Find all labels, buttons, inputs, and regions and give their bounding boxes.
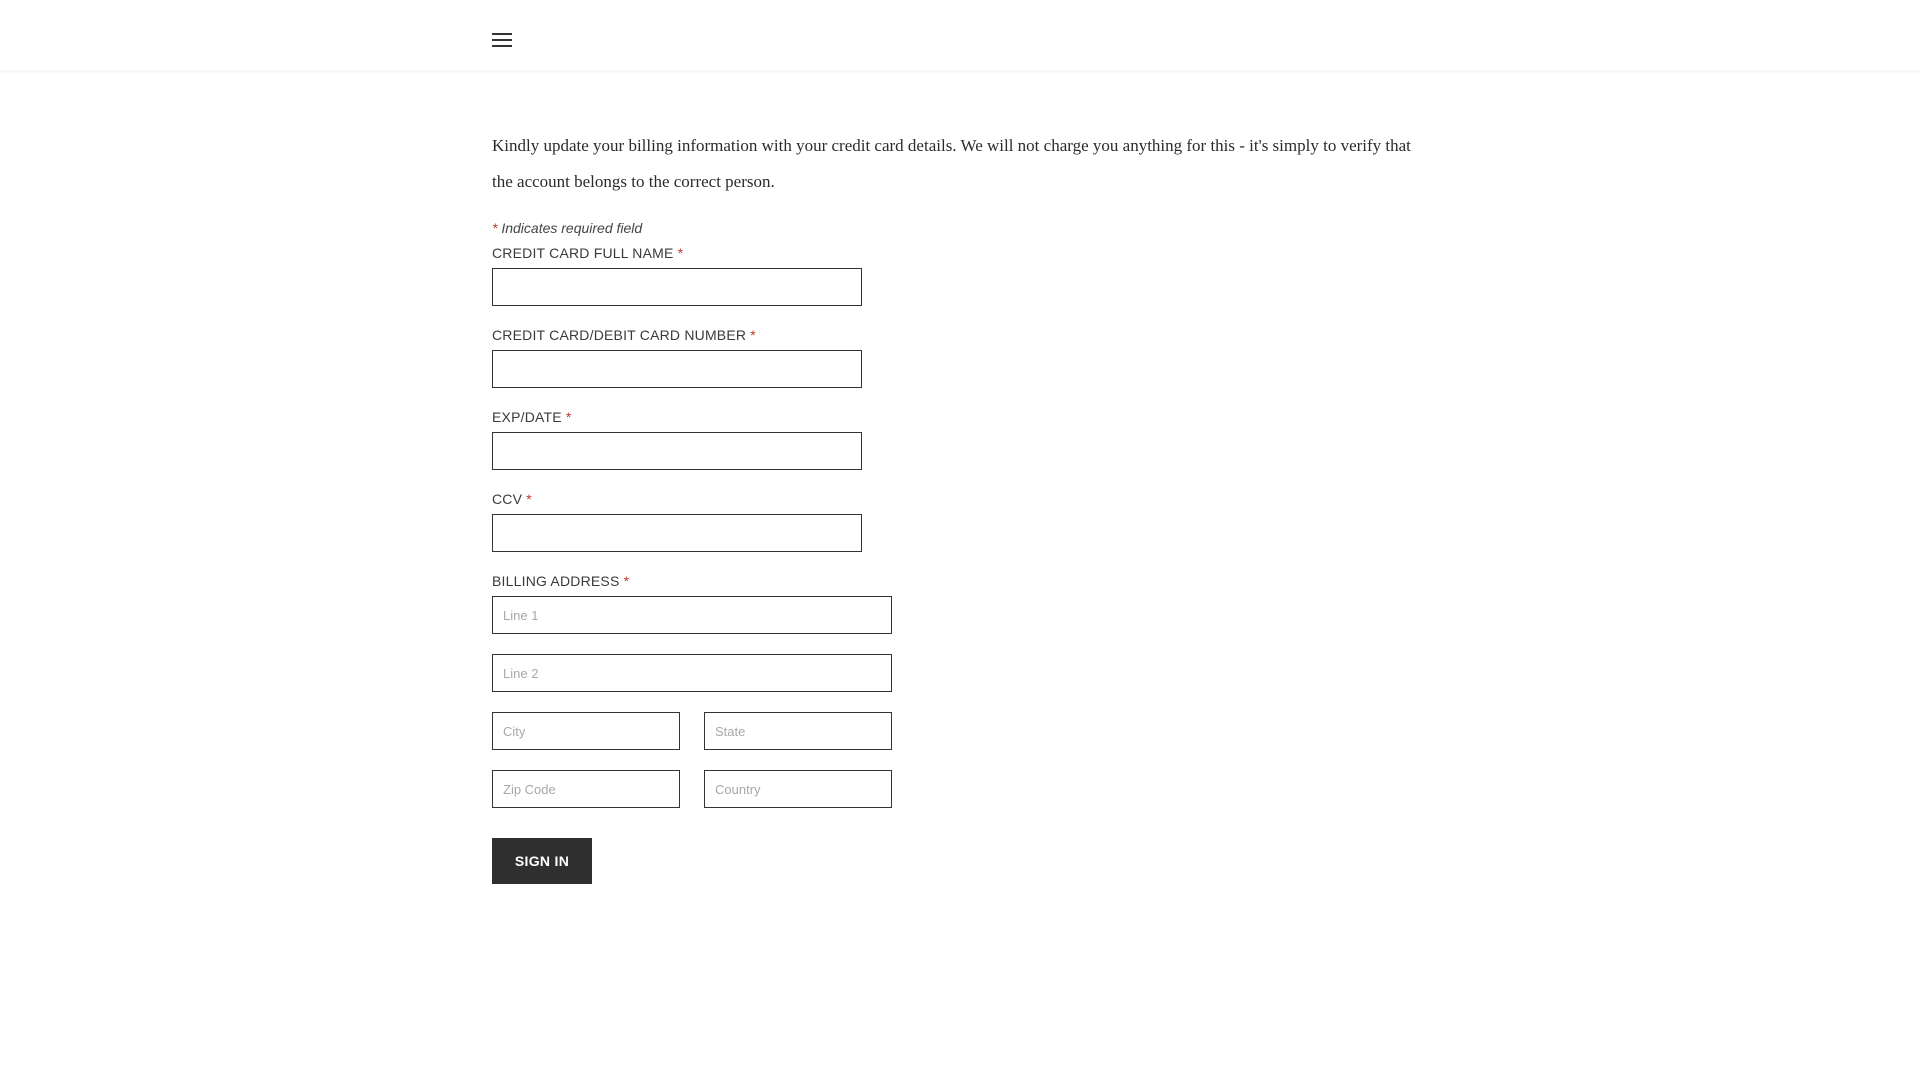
exp-date-label: EXP/DATE [492,409,562,425]
card-full-name-input[interactable] [492,268,862,306]
required-star: * [492,220,498,236]
city-input[interactable] [492,712,680,750]
address-line2-input[interactable] [492,654,892,692]
ccv-field [492,490,1432,552]
required-field-note [492,220,1432,238]
country-input[interactable] [704,770,892,808]
required-star: * [526,491,532,507]
card-full-name-field [492,244,1432,306]
site-header [0,0,1920,70]
billing-form [492,128,1432,884]
required-star: * [623,573,630,589]
billing-address-label: BILLING ADDRESS [492,573,620,589]
state-input[interactable] [704,712,892,750]
zip-country-row [492,770,892,808]
card-full-name-label: CREDIT CARD FULL NAME [492,245,674,261]
ccv-input[interactable] [492,514,862,552]
city-state-row [492,712,892,750]
exp-date-field [492,408,1432,470]
ccv-label: CCV [492,491,523,507]
card-number-field [492,326,1432,388]
billing-address-field [492,572,1432,808]
zip-code-input[interactable] [492,770,680,808]
hamburger-menu-icon[interactable] [492,33,512,47]
exp-date-input[interactable] [492,432,862,470]
card-number-label: CREDIT CARD/DEBIT CARD NUMBER [492,327,747,343]
required-note-text: Indicates required field [501,220,643,236]
intro-text: Kindly update your billing information with your credit card details. We will not charge you anything for this - it's simply to verify that the account belongs to the correct person. [492,136,1411,191]
address-line1-input[interactable] [492,596,892,634]
required-star: * [677,245,684,261]
card-number-input[interactable] [492,350,862,388]
sign-in-button[interactable]: SIGN IN [492,838,592,884]
required-star: * [750,327,756,343]
required-star: * [565,409,572,425]
